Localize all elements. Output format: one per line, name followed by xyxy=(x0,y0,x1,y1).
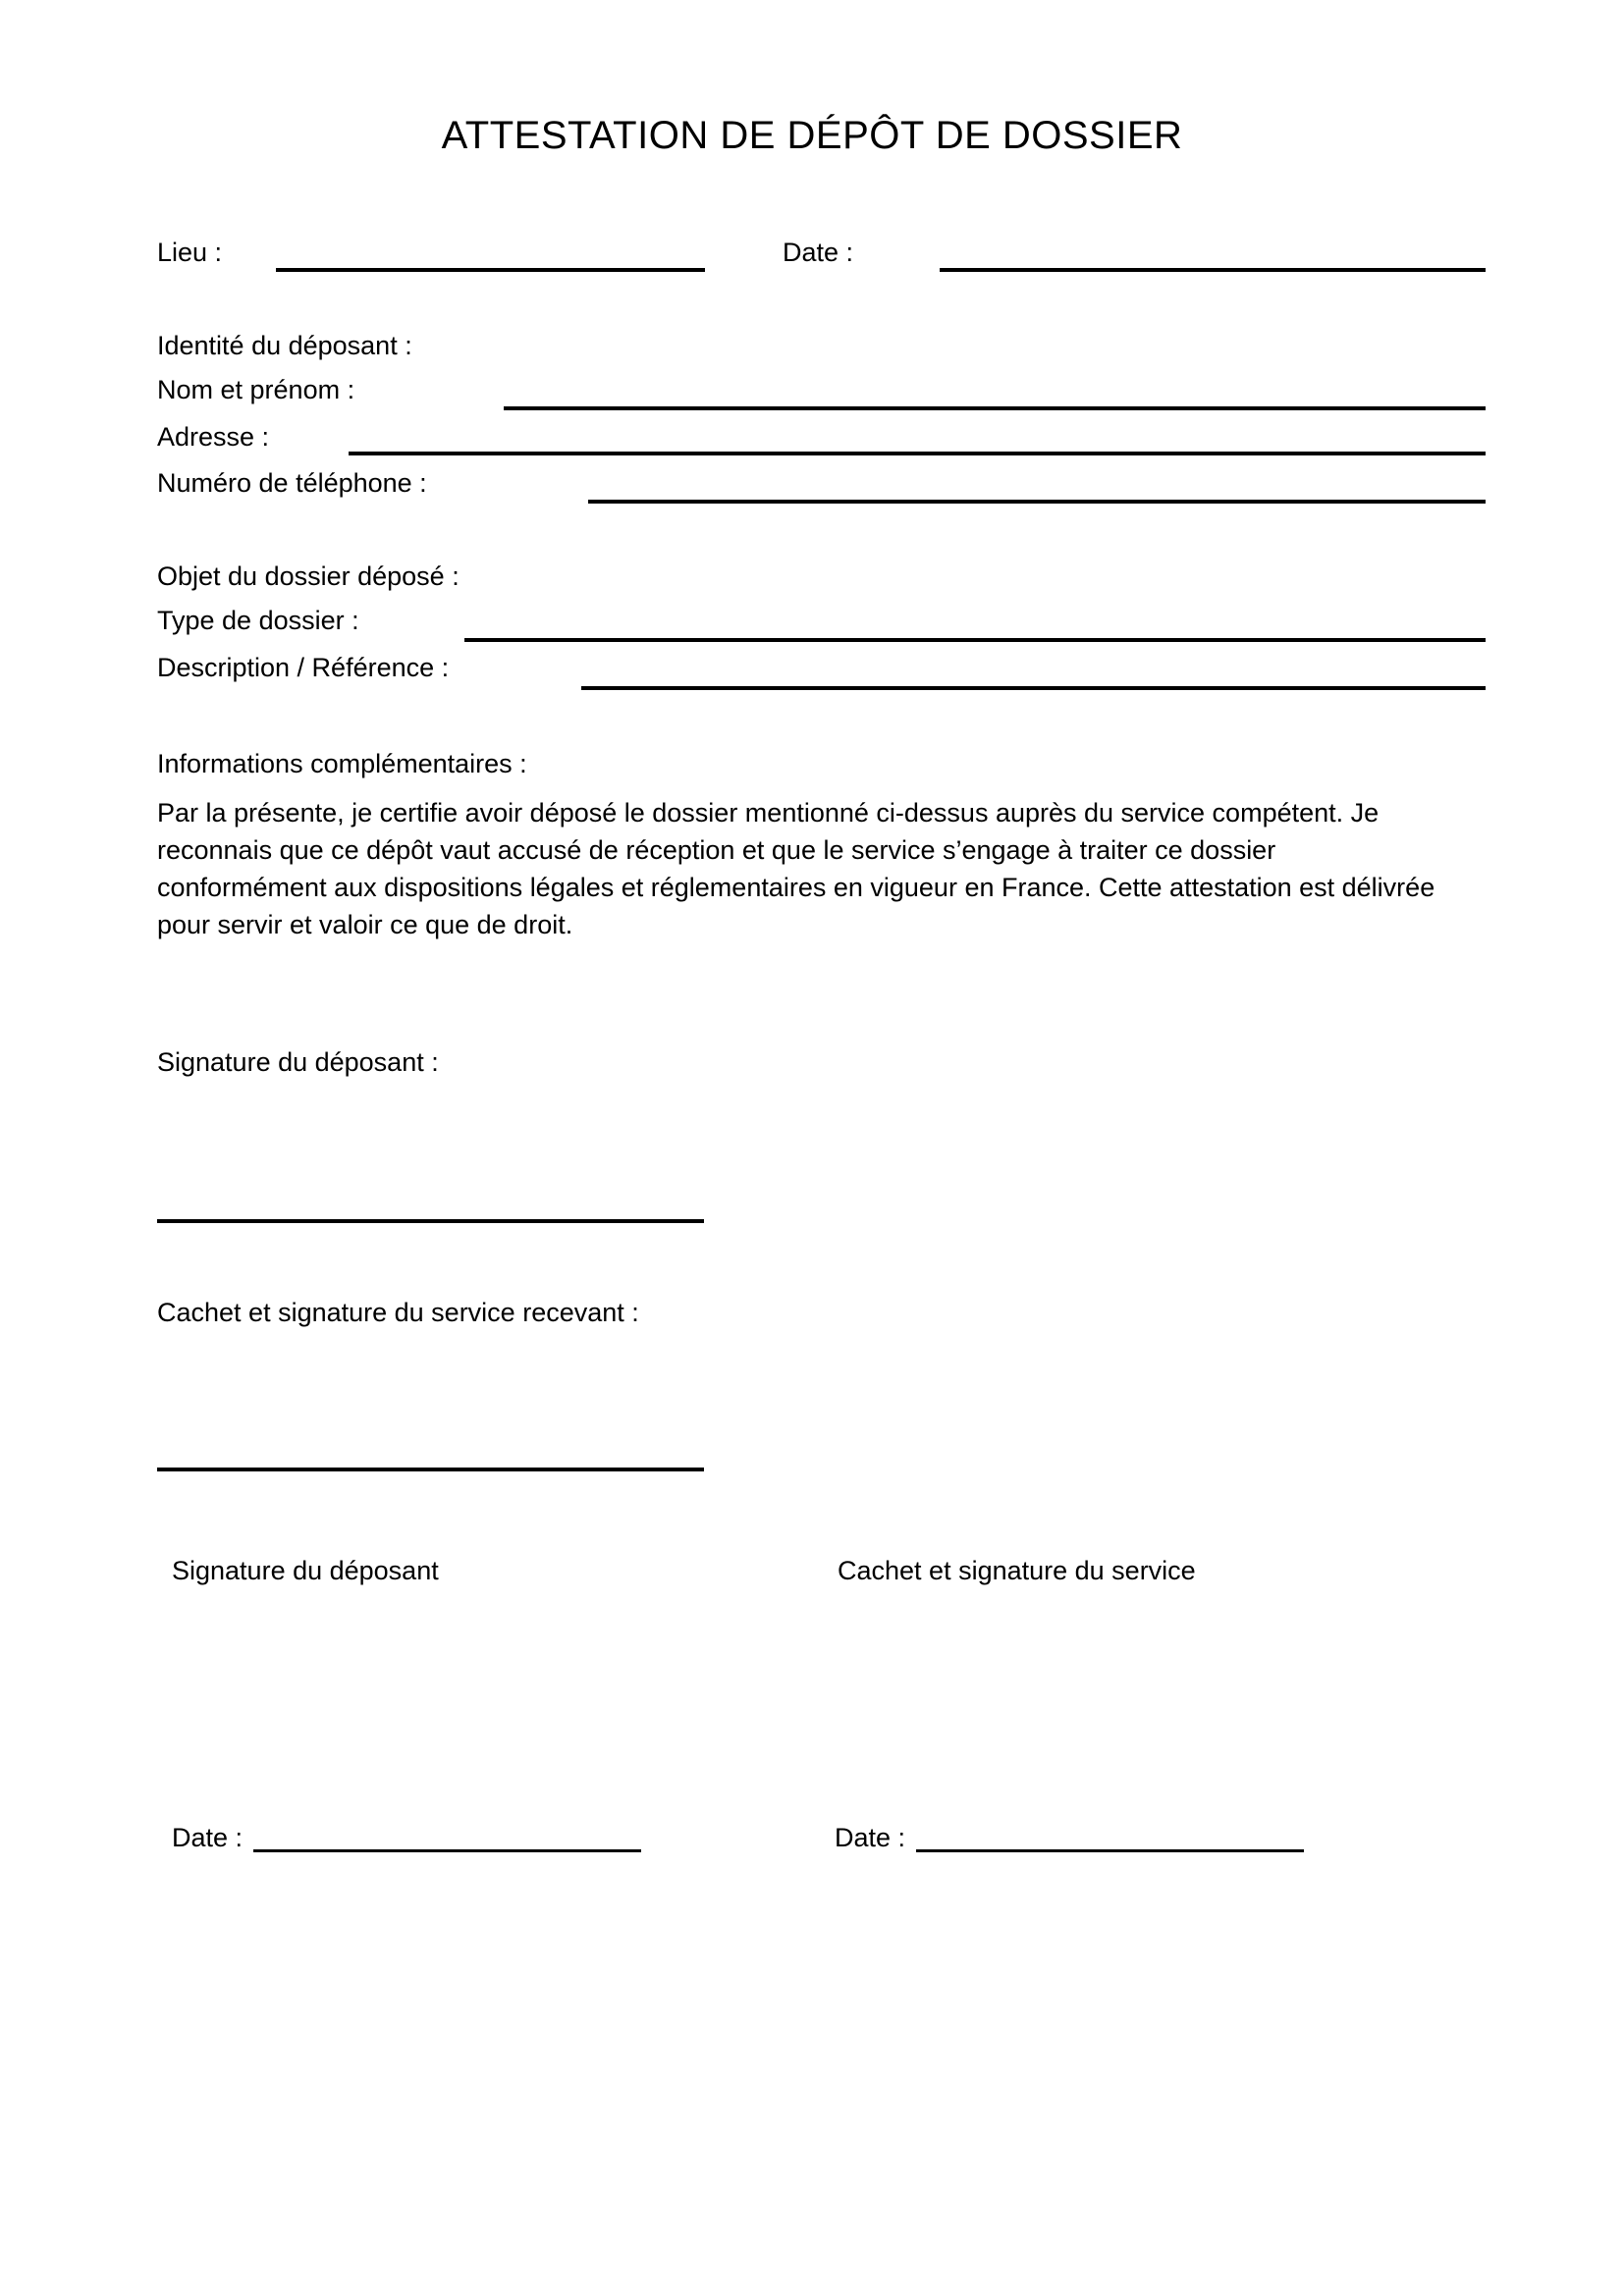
adresse-blank-line xyxy=(349,452,1486,455)
nom-prenom-label: Nom et prénom : xyxy=(157,375,355,404)
description-reference-blank-line xyxy=(581,686,1486,690)
telephone-label: Numéro de téléphone : xyxy=(157,468,427,498)
telephone-blank-line xyxy=(588,500,1486,504)
document-title: ATTESTATION DE DÉPÔT DE DOSSIER xyxy=(441,114,1183,157)
infos-section-heading: Informations complémentaires : xyxy=(157,749,527,778)
certification-paragraph-line: pour servir et valoir ce que de droit. xyxy=(157,910,573,939)
date-left-blank-line xyxy=(253,1849,641,1852)
cachet-service-line xyxy=(157,1468,704,1471)
signature-deposant-caption: Signature du déposant xyxy=(172,1556,439,1585)
type-dossier-label: Type de dossier : xyxy=(157,606,359,635)
identity-section-heading: Identité du déposant : xyxy=(157,331,412,360)
date-left-label: Date : xyxy=(172,1823,244,1852)
date-blank-line xyxy=(940,268,1486,272)
nom-prenom-blank-line xyxy=(504,406,1486,410)
signature-deposant-heading: Signature du déposant : xyxy=(157,1047,439,1077)
certification-paragraph-line: conformément aux dispositions légales et réglementaires en vigueur en France. Cette attestation est délivrée xyxy=(157,873,1435,902)
lieu-blank-line xyxy=(276,268,705,272)
date-label: Date : xyxy=(783,238,854,267)
date-right-label: Date : xyxy=(835,1823,906,1852)
certification-paragraph-line: reconnais que ce dépôt vaut accusé de réception et que le service s’engage à traiter ce dossier xyxy=(157,835,1276,865)
certification-paragraph-line: Par la présente, je certifie avoir déposé le dossier mentionné ci-dessus auprès du service compétent. Je xyxy=(157,798,1380,828)
certification-paragraph xyxy=(157,794,1497,943)
type-dossier-blank-line xyxy=(464,638,1486,642)
cachet-service-heading: Cachet et signature du service recevant : xyxy=(157,1298,639,1327)
date-right-blank-line xyxy=(916,1849,1304,1852)
signature-deposant-line xyxy=(157,1219,704,1223)
adresse-label: Adresse : xyxy=(157,422,270,452)
description-reference-label: Description / Référence : xyxy=(157,653,450,682)
cachet-service-caption: Cachet et signature du service xyxy=(838,1556,1196,1585)
lieu-label: Lieu : xyxy=(157,238,223,267)
objet-section-heading: Objet du dossier déposé : xyxy=(157,561,460,591)
